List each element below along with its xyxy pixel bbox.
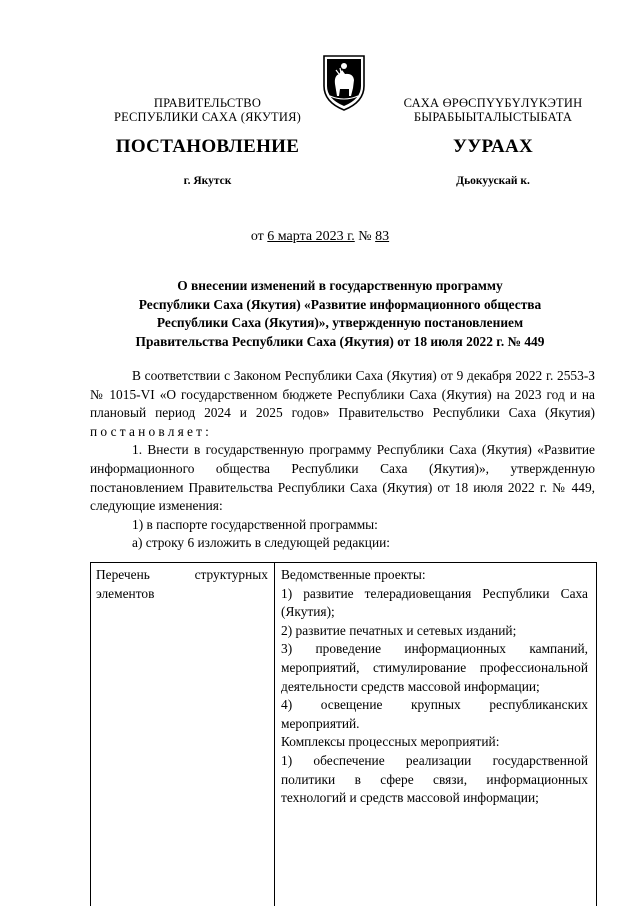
preamble-paragraph xyxy=(90,367,595,441)
label-word-1: Перечень xyxy=(96,567,150,582)
label-word-2: структурных xyxy=(194,567,268,582)
decree-date: 6 марта 2023 г. xyxy=(267,229,355,244)
decree-date-number xyxy=(0,229,640,245)
government-name-russian xyxy=(95,96,320,124)
project-item-3: 3) проведение информационных кампаний, мероприятий, стимулирование профессиональной деятельности средств массовой информации; xyxy=(281,641,588,694)
label-word-3: элементов xyxy=(96,585,155,601)
title-line2: Республики Саха (Якутия) «Развитие информационного общества xyxy=(138,296,542,312)
city-russian: г. Якутск xyxy=(183,175,232,187)
government-name-yakut-line2: БЫРАБЫЫТАЛЫСТЫБАТА xyxy=(413,110,573,124)
title-line4: Правительства Республики Саха (Якутия) от 18 июля 2022 г. № 449 xyxy=(135,333,545,349)
doc-type-russian: ПОСТАНОВЛЕНИЕ xyxy=(115,136,300,157)
decree-number: 83 xyxy=(375,229,390,244)
date-prefix: от xyxy=(250,229,264,244)
departmental-projects-heading: Ведомственные проекты: xyxy=(281,567,426,582)
table-value-cell xyxy=(275,563,595,808)
title-line3: Республики Саха (Якутия)», утвержденную постановлением xyxy=(156,315,524,331)
table-label-cell xyxy=(91,563,275,906)
resolves-word: постановляет: xyxy=(90,423,213,439)
government-name-yakut xyxy=(393,96,593,124)
process-measures-heading: Комплексы процессных мероприятий: xyxy=(281,734,500,750)
government-name-line1: ПРАВИТЕЛЬСТВО xyxy=(153,96,262,110)
number-sign: № xyxy=(358,229,372,244)
sakha-coat-of-arms-icon xyxy=(320,52,368,112)
decree-title xyxy=(90,277,590,351)
clause-1-paragraph: 1. Внести в государственную программу Республики Саха (Якутия) «Развитие информационного общества Республики Саха (Якутия)», утвержденную постановлением Правительства Республики Саха (Якутия) от 18 июля 2022 г. № 449, следующие изменения: xyxy=(90,442,595,514)
subclause-a-paragraph: а) строку 6 изложить в следующей редакции: xyxy=(132,535,391,551)
project-item-2: 2) развитие печатных и сетевых изданий; xyxy=(281,622,517,638)
city-yakut: Дьокуускай к. xyxy=(456,175,530,187)
project-item-1: 1) развитие телерадиовещания Республики Саха (Якутия); xyxy=(281,585,588,620)
government-name-line2: РЕСПУБЛИКИ САХА (ЯКУТИЯ) xyxy=(114,110,301,124)
program-passport-table xyxy=(90,562,597,906)
preamble-text: В соответствии с Законом Республики Саха (Якутия) от 9 декабря 2022 г. 2553-З № 1015-VI «О государственном бюджете Республики Саха (Якутия) на 2023 год и на плановый период 2024 и 2025 годов» Правительство Республики Саха (Якутия) xyxy=(90,368,595,421)
subclause-1-paragraph: 1) в паспорте государственной программы: xyxy=(132,516,378,532)
process-item-1: 1) обеспечение реализации государственной политики в сфере связи, информационных технологий и средств массовой информации; xyxy=(281,752,588,806)
project-item-4: 4) освещение крупных республиканских мероприятий. xyxy=(281,697,588,731)
title-line1: О внесении изменений в государственную программу xyxy=(177,278,503,293)
government-name-yakut-line1: САХА ӨРӨСПҮҮБҮЛҮКЭТИН xyxy=(403,96,583,110)
doc-type-yakut: УУРААХ xyxy=(452,136,534,157)
decree-body xyxy=(90,367,595,553)
